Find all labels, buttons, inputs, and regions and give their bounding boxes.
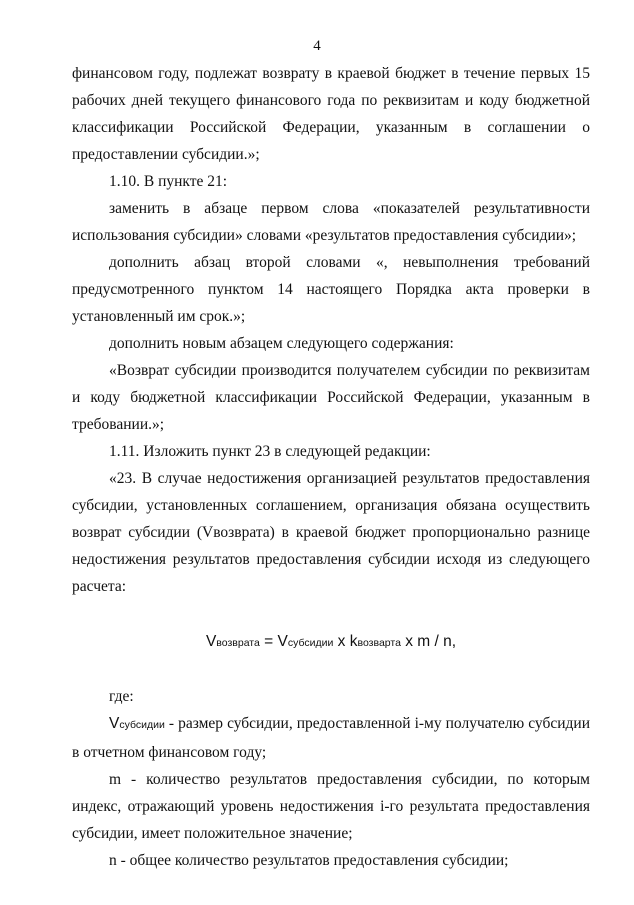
definition-v	[72, 710, 590, 766]
formula-v2: V	[277, 633, 288, 650]
paragraph-item-1-11: 1.11. Изложить пункт 23 в следующей редакции:	[109, 443, 431, 460]
paragraph-replace-words: заменить в абзаце первом слова «показателей результативности использования субсидии» словами «результатов предоставления субсидии»;	[72, 200, 590, 244]
paragraph-add-words: дополнить абзац второй словами «, невыполнения требований предусмотренного пунктом 14 настоящего Порядка акта проверки в установленный им срок.»;	[72, 254, 590, 325]
formula-v: V	[205, 633, 217, 650]
paragraph-item-1-10: 1.10. В пункте 21:	[109, 173, 228, 190]
definition-v-symbol: V	[109, 715, 120, 732]
formula-k-sub: возварта	[357, 637, 401, 649]
formula-equals: =	[259, 633, 278, 650]
definition-m: m - количество результатов предоставления субсидии, по которым индекс, отражающий уровень недостижения i-го результата предоставления субсидии, имеет положительное значение;	[72, 771, 590, 842]
formula-rest: x m / n,	[400, 633, 457, 650]
formula-v-sub: возврата	[216, 637, 260, 649]
where-label: где:	[109, 688, 134, 705]
formula-k: k	[349, 633, 358, 650]
paragraph-continuation: финансовом году, подлежат возврату в краевой бюджет в течение первых 15 рабочих дней текущего финансового года по реквизитам и коду бюджетной классификации Российской Федерации, указанным в соглашении о предоставлении субсидии.»;	[72, 65, 590, 163]
paragraph-item-23: «23. В случае недостижения организацией результатов предоставления субсидии, установленных соглашением, организация обязана осуществить возврат субсидии (Vвозврата) в краевой бюджет пропорционально разнице недостижения результатов предоставления субсидии исходя из следующего расчета:	[72, 470, 590, 595]
formula-times: x	[333, 633, 350, 650]
paragraph-add-new: дополнить новым абзацем следующего содержания:	[109, 335, 454, 352]
definition-v-sub: субсидии	[119, 719, 165, 731]
definition-v-text: - размер субсидии, предоставленной i-му получателю субсидии в отчетном финансовом году;	[72, 715, 590, 761]
definition-n: n - общее количество результатов предоставления субсидии;	[109, 852, 509, 869]
refund-formula	[72, 628, 590, 657]
formula-v2-sub: субсидии	[287, 637, 334, 649]
page-number: 4	[313, 38, 321, 54]
paragraph-refund-quote: «Возврат субсидии производится получателем субсидии по реквизитам и коду бюджетной классификации Российской Федерации, указанным в требовании.»;	[72, 362, 590, 433]
document-body	[72, 60, 590, 874]
